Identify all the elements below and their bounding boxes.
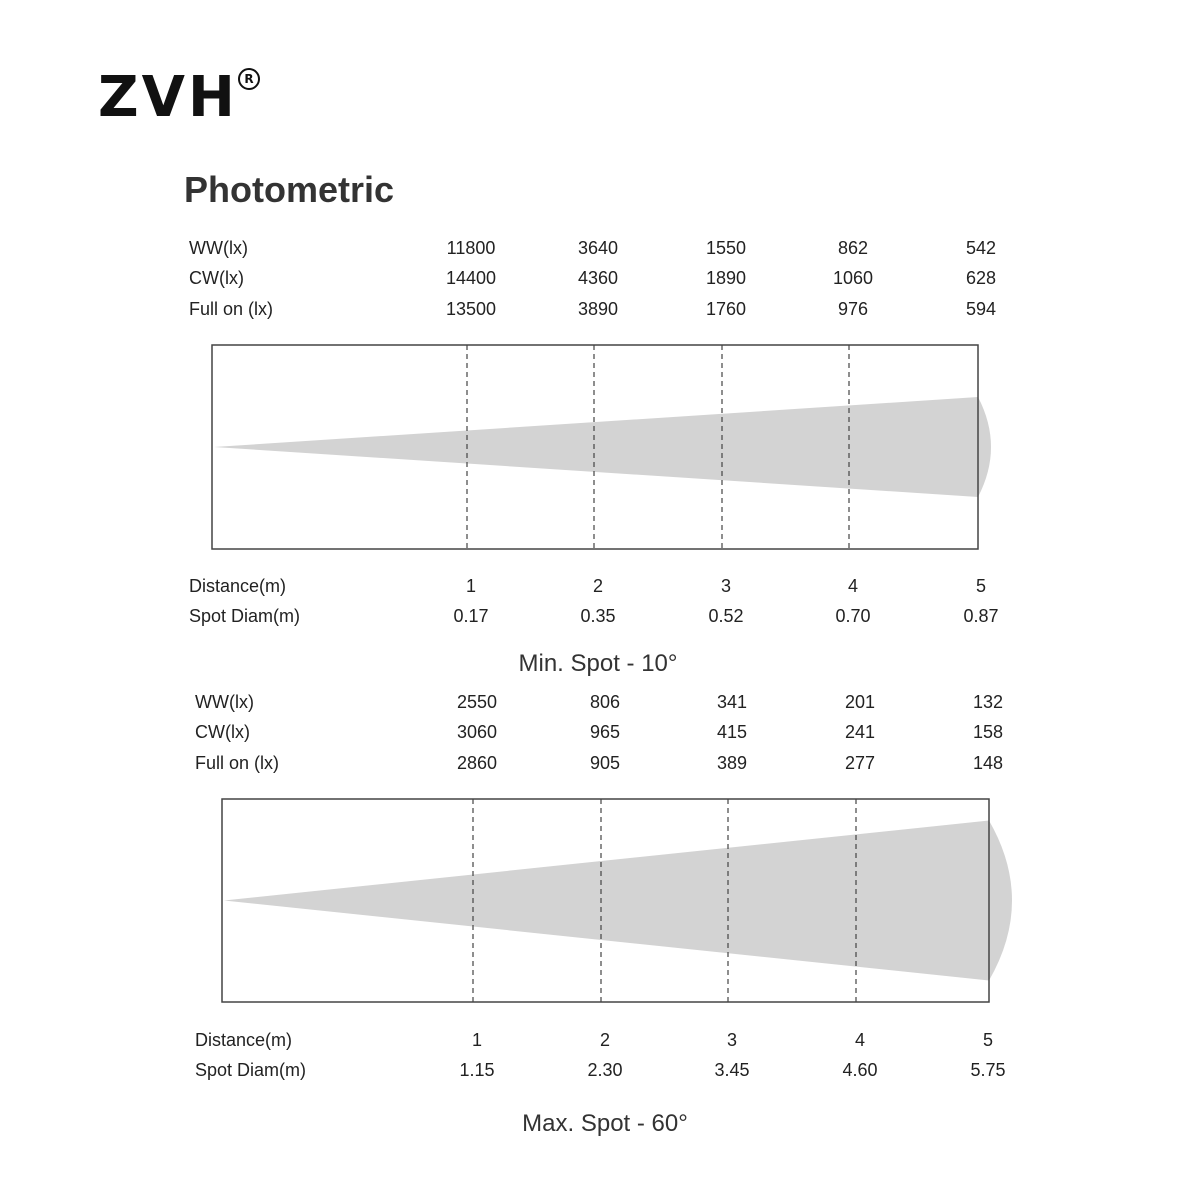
distance-min-value: 5 <box>975 576 986 596</box>
illuminance-min-value: 594 <box>965 299 997 319</box>
illuminance-max-value: 241 <box>844 722 876 742</box>
spot-diameter-max-value: 3.45 <box>714 1060 750 1080</box>
illuminance-min-value: 4360 <box>577 268 619 288</box>
illuminance-max-value: 2550 <box>456 692 498 712</box>
illuminance-max-value: 415 <box>716 722 748 742</box>
illuminance-min-value: 1550 <box>705 238 747 258</box>
illuminance-min-value: 3640 <box>577 238 619 258</box>
illuminance-max-value: 389 <box>716 753 748 773</box>
spot-diameter-min-value: 0.52 <box>708 606 744 626</box>
illuminance-max-label: Full on (lx) <box>195 753 280 773</box>
distance-max-value: 1 <box>471 1030 482 1050</box>
illuminance-max-row <box>0 720 1200 744</box>
illuminance-max-label: WW(lx) <box>195 692 254 712</box>
illuminance-min-value: 976 <box>837 299 869 319</box>
beam-angle-caption-max: Max. Spot - 60° <box>522 1110 688 1137</box>
illuminance-min-row <box>0 297 1200 321</box>
spot-diameter-max-value: 5.75 <box>970 1060 1006 1080</box>
light-beam <box>214 397 991 497</box>
illuminance-min-value: 1060 <box>832 268 874 288</box>
illuminance-max-row <box>0 751 1200 775</box>
illuminance-min-label: CW(lx) <box>189 268 244 288</box>
light-beam <box>224 821 1012 981</box>
illuminance-max-value: 2860 <box>456 753 498 773</box>
page-title: Photometric <box>184 169 395 210</box>
distance-min-value: 1 <box>465 576 476 596</box>
illuminance-min-label: WW(lx) <box>189 238 248 258</box>
illuminance-max-value: 965 <box>589 722 621 742</box>
illuminance-max-value: 158 <box>972 722 1004 742</box>
illuminance-max-value: 132 <box>972 692 1004 712</box>
beam-angle-caption-min: Min. Spot - 10° <box>518 650 678 677</box>
illuminance-max-value: 3060 <box>456 722 498 742</box>
spot-diameter-max-label: Spot Diam(m) <box>195 1060 307 1080</box>
illuminance-max-value: 806 <box>589 692 621 712</box>
beam-diagram-max <box>221 798 1017 1003</box>
spot-diameter-min-label: Spot Diam(m) <box>189 606 301 626</box>
illuminance-max-value: 201 <box>844 692 876 712</box>
illuminance-min-row <box>0 266 1200 290</box>
illuminance-max-value: 148 <box>972 753 1004 773</box>
distance-min-value: 4 <box>847 576 858 596</box>
illuminance-min-value: 542 <box>965 238 997 258</box>
illuminance-min-label: Full on (lx) <box>189 299 274 319</box>
spot-diameter-min-value: 0.70 <box>835 606 871 626</box>
illuminance-min-value: 628 <box>965 268 997 288</box>
illuminance-min-value: 862 <box>837 238 869 258</box>
illuminance-min-value: 11800 <box>446 238 496 258</box>
distance-min-label: Distance(m) <box>189 576 287 596</box>
illuminance-min-value: 1890 <box>705 268 747 288</box>
illuminance-min-value: 1760 <box>705 299 747 319</box>
distance-min-row <box>0 574 1200 598</box>
spot-diameter-min-value: 0.35 <box>580 606 616 626</box>
illuminance-max-row <box>0 690 1200 714</box>
illuminance-min-row <box>0 236 1200 260</box>
spot-diameter-max-value: 2.30 <box>587 1060 623 1080</box>
distance-min-value: 2 <box>592 576 603 596</box>
distance-max-value: 5 <box>982 1030 993 1050</box>
illuminance-max-value: 277 <box>844 753 876 773</box>
illuminance-max-label: CW(lx) <box>195 722 250 742</box>
illuminance-min-value: 13500 <box>445 299 497 319</box>
registered-mark: R <box>238 68 260 90</box>
beam-diagram-min <box>211 344 996 550</box>
spot-diameter-max-row <box>0 1058 1200 1082</box>
distance-min-value: 3 <box>720 576 731 596</box>
distance-max-row <box>0 1028 1200 1052</box>
spot-diameter-min-value: 0.87 <box>963 606 999 626</box>
distance-max-label: Distance(m) <box>195 1030 293 1050</box>
illuminance-max-value: 341 <box>716 692 748 712</box>
illuminance-min-value: 14400 <box>445 268 497 288</box>
illuminance-max-value: 905 <box>589 753 621 773</box>
spot-diameter-max-value: 4.60 <box>842 1060 878 1080</box>
brand-logo: ZVH <box>98 65 238 130</box>
distance-max-value: 2 <box>599 1030 610 1050</box>
illuminance-min-value: 3890 <box>577 299 619 319</box>
distance-max-value: 4 <box>854 1030 865 1050</box>
spot-diameter-max-value: 1.15 <box>459 1060 495 1080</box>
distance-max-value: 3 <box>726 1030 737 1050</box>
spot-diameter-min-value: 0.17 <box>453 606 489 626</box>
spot-diameter-min-row <box>0 604 1200 628</box>
